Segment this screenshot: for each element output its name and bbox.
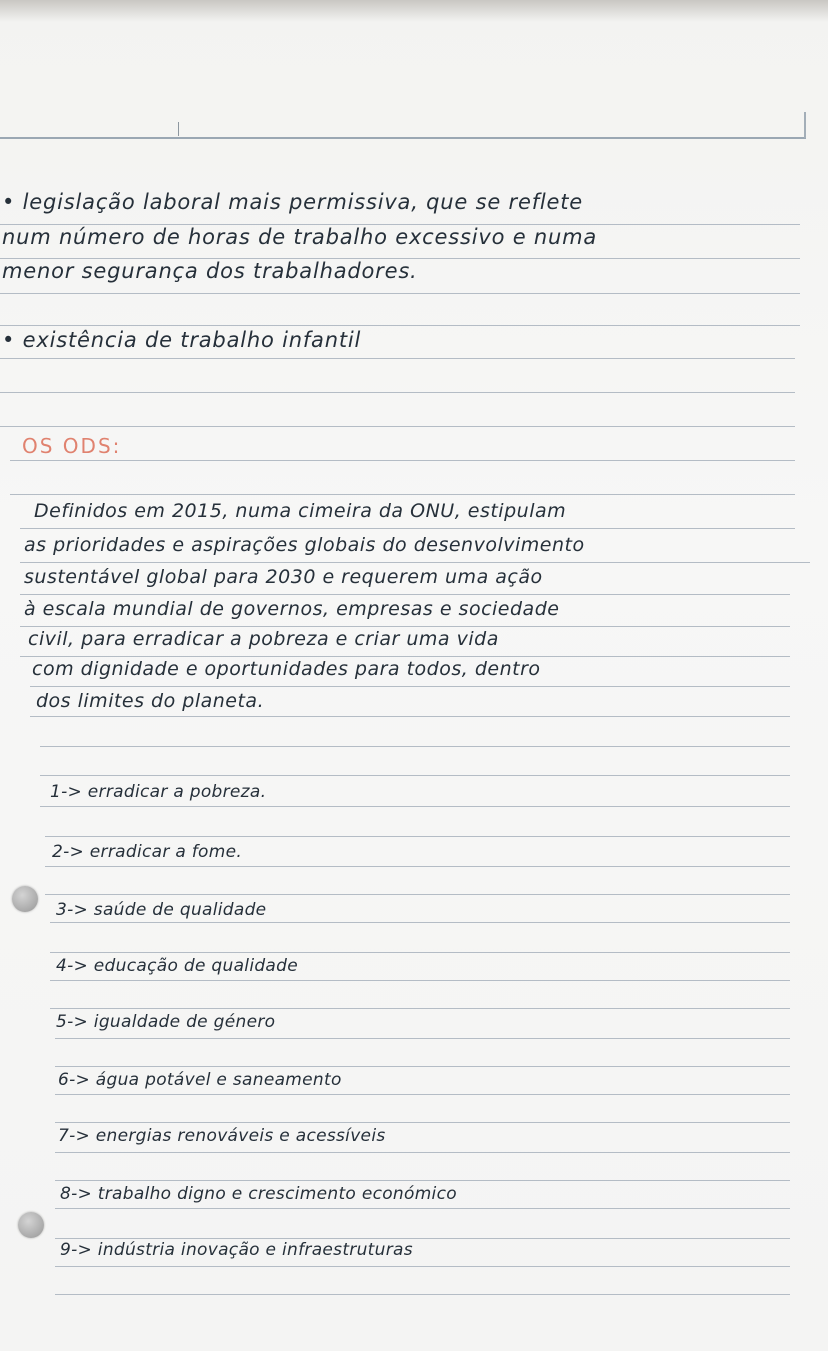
ruled-line [40, 775, 790, 776]
ods-item: 8-> trabalho digno e crescimento económico [60, 1184, 457, 1204]
ruled-line [0, 293, 800, 294]
bullet-line: • legislação laboral mais permissiva, que se reflete [2, 190, 583, 214]
ruled-line [0, 392, 795, 393]
ruled-line [20, 528, 795, 529]
ods-item: 7-> energias renováveis e acessíveis [58, 1126, 386, 1146]
bullet-line: • existência de trabalho infantil [2, 328, 362, 352]
ruled-line [55, 1038, 790, 1039]
ruled-line [45, 866, 790, 867]
ruled-line [20, 626, 790, 627]
ruled-line [20, 656, 790, 657]
ods-item: 1-> erradicar a pobreza. [50, 782, 267, 802]
ruled-line [30, 686, 790, 687]
top-margin-corner [804, 112, 806, 138]
paragraph-line: sustentável global para 2030 e requerem uma ação [24, 566, 543, 588]
page-top-shadow [0, 0, 828, 22]
binder-hole [18, 1212, 44, 1238]
ruled-line [55, 1208, 790, 1209]
ruled-line [10, 494, 795, 495]
paragraph-line: Definidos em 2015, numa cimeira da ONU, estipulam [34, 500, 567, 522]
ruled-line [20, 562, 810, 563]
ruled-line [50, 952, 790, 953]
ruled-line [0, 426, 795, 427]
ruled-line [45, 894, 790, 895]
paragraph-line: as prioridades e aspirações globais do desenvolvimento [24, 534, 585, 556]
ruled-line [40, 806, 790, 807]
paragraph-line: com dignidade e oportunidades para todos, dentro [32, 658, 541, 680]
top-margin-line [0, 137, 806, 139]
ruled-line [0, 325, 800, 326]
ruled-line [55, 1238, 790, 1239]
ruled-line [50, 980, 790, 981]
bullet-line: menor segurança dos trabalhadores. [2, 259, 418, 283]
bullet-line: num número de horas de trabalho excessivo e numa [2, 225, 598, 249]
ruled-line [55, 1294, 790, 1295]
ods-item: 2-> erradicar a fome. [52, 842, 243, 862]
ruled-line [40, 746, 790, 747]
ruled-line [55, 1266, 790, 1267]
ruled-line [55, 1180, 790, 1181]
ruled-line [50, 1008, 790, 1009]
binder-hole [12, 886, 38, 912]
paragraph-line: dos limites do planeta. [36, 690, 265, 712]
ods-item: 4-> educação de qualidade [56, 956, 298, 976]
ods-item: 9-> indústria inovação e infraestruturas [60, 1240, 413, 1260]
ods-item: 6-> água potável e saneamento [58, 1070, 342, 1090]
top-margin-tick [178, 122, 179, 136]
ruled-line [0, 358, 795, 359]
ruled-line [30, 716, 790, 717]
section-heading: OS ODS: [22, 434, 122, 458]
ruled-line [55, 1152, 790, 1153]
ruled-line [55, 1094, 790, 1095]
ruled-line [20, 594, 790, 595]
paragraph-line: civil, para erradicar a pobreza e criar uma vida [28, 628, 499, 650]
ruled-line [55, 1122, 790, 1123]
ruled-line [10, 460, 795, 461]
paragraph-line: à escala mundial de governos, empresas e sociedade [24, 598, 560, 620]
ods-item: 3-> saúde de qualidade [56, 900, 267, 920]
ruled-line [55, 1066, 790, 1067]
ruled-line [50, 922, 790, 923]
ruled-line [45, 836, 790, 837]
ods-item: 5-> igualdade de género [56, 1012, 276, 1032]
